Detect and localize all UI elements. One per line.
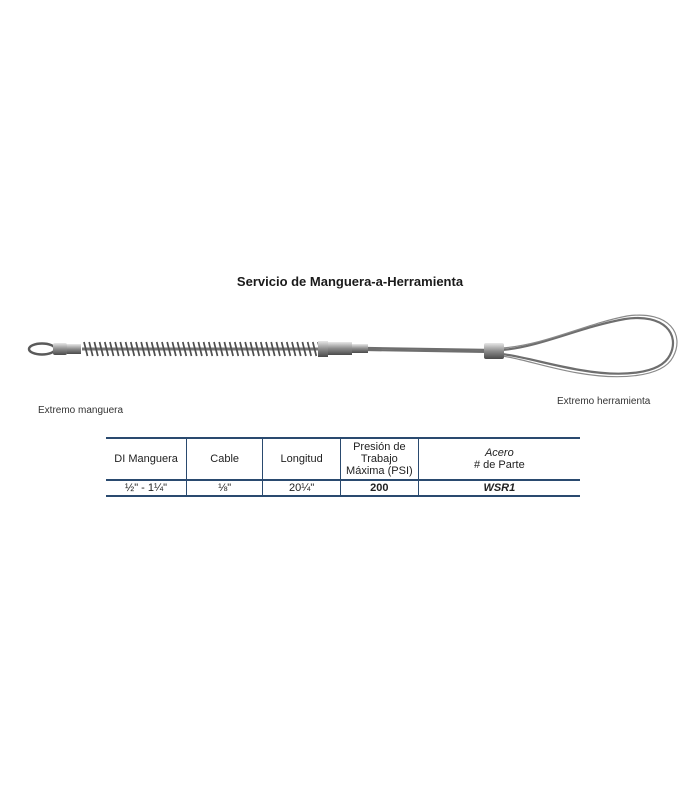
header-part-no: # de Parte	[473, 459, 525, 471]
header-length: Longitud	[263, 438, 341, 480]
header-material: Acero	[484, 447, 514, 459]
header-pressure-line2: Trabajo	[360, 453, 398, 465]
spec-table	[106, 437, 580, 497]
spring-coil	[82, 342, 325, 356]
header-part	[418, 438, 580, 480]
spring-collar	[318, 341, 368, 357]
cell-pressure: 200	[341, 480, 419, 496]
header-pressure	[341, 438, 419, 480]
cell-part-no: WSR1	[418, 480, 580, 496]
header-pressure-line3: Máxima (PSI)	[346, 465, 413, 477]
cell-hose-id: ½" - 1¼"	[125, 482, 168, 494]
cell-length: 20¼"	[263, 480, 341, 496]
cable-loop	[368, 315, 677, 377]
whip-check-cable-illustration	[20, 305, 680, 395]
hose-end-loop	[29, 343, 81, 355]
cell-cable: ⅛"	[187, 480, 263, 496]
table-header-row	[106, 438, 580, 480]
tool-end-caption: Extremo herramienta	[557, 396, 651, 407]
header-cable: Cable	[187, 438, 263, 480]
page-title: Servicio de Manguera-a-Herramienta	[236, 274, 464, 289]
table-row	[106, 480, 580, 496]
hose-end-caption: Extremo manguera	[38, 405, 124, 416]
header-pressure-line1: Presión de	[353, 441, 406, 453]
header-hose-id: DI Manguera	[114, 453, 178, 465]
ferrule	[484, 343, 504, 359]
